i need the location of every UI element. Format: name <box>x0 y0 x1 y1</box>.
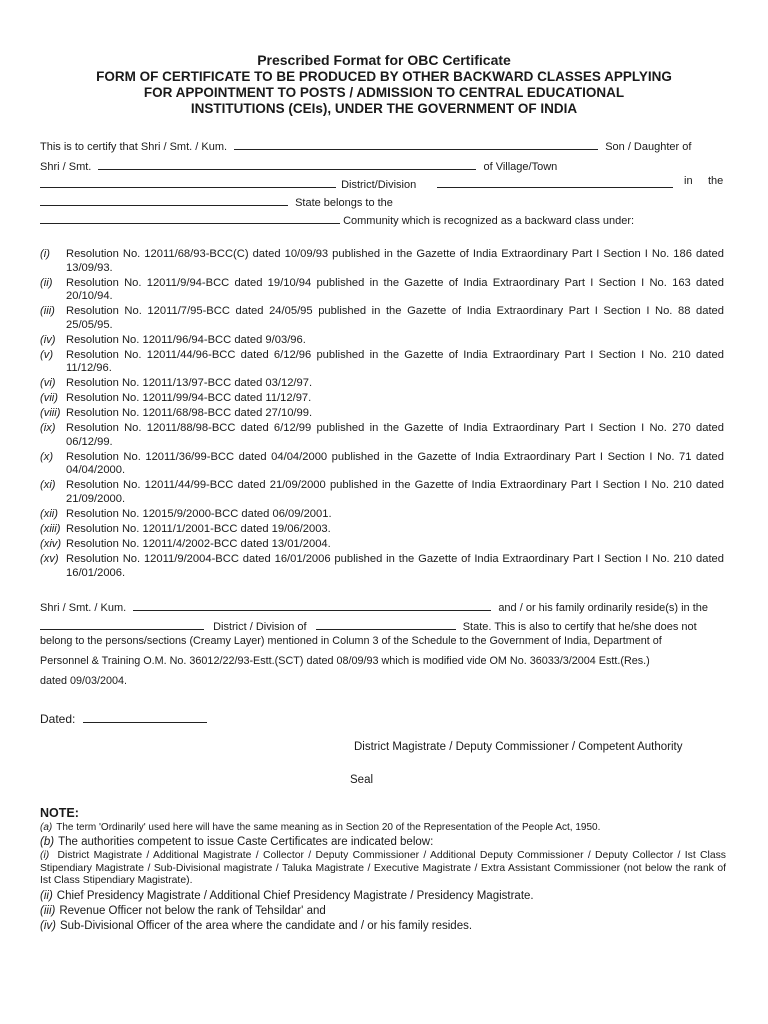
district-division-of-label: District / Division of <box>213 621 307 633</box>
community-line <box>40 212 634 228</box>
list-item <box>40 392 724 406</box>
state-certify-label: State. This is also to certify that he/she does not <box>462 621 697 633</box>
dated-line <box>40 711 207 726</box>
item-number: (x) <box>40 450 54 463</box>
note-ii-label: (ii) <box>40 889 53 902</box>
item-text: Resolution No. 12011/88/98-BCC dated 6/12/99 published in the Gazette of India Extraordinary Part I Section I No. 270 dated 06/12/99. <box>66 422 724 448</box>
note-i-text: District Magistrate / Additional Magistrate / Collector / Deputy Commissioner / Additional Deputy Commissioner / Deputy Collector / Ist Class Stipendiary Magistrate / Sub-Divisional magistrate / Taluka Magistrate / Executive Magistrate / Extra Assistant Commissioner (not below the rank of Ist Class Stipendiary Magistrate). <box>40 850 726 887</box>
note-b <box>40 835 726 849</box>
note-b-label: (b) <box>40 836 55 848</box>
district-line <box>40 176 673 192</box>
item-number: (xi) <box>40 479 56 492</box>
seal-label: Seal <box>350 774 374 786</box>
residence-line-1 <box>40 599 708 615</box>
list-item <box>40 523 724 537</box>
reside-label: and / or his family ordinarily reside(s) in the <box>498 602 709 614</box>
item-text: Resolution No. 12011/7/95-BCC dated 24/05/95 published in the Gazette of India Extraordinary Part I Section I No. 88 dated 25/05/95. <box>66 305 724 331</box>
item-number: (iii) <box>40 305 55 318</box>
list-item <box>40 349 724 376</box>
son-daughter-label: Son / Daughter of <box>605 141 692 153</box>
list-item <box>40 305 724 332</box>
title-block <box>40 52 728 117</box>
creamy-layer-line-2: Personnel & Training O.M. No. 36012/22/93-Estt.(SCT) dated 08/09/93 which is modified vide OM No. 36033/3/2004 Estt.(Res.) <box>40 655 650 667</box>
competent-authority-label: District Magistrate / Deputy Commissioner / Competent Authority <box>354 741 683 753</box>
certify-line <box>40 138 691 154</box>
item-text: Resolution No. 12011/44/96-BCC dated 6/12/96 published in the Gazette of India Extraordinary Part I Section I No. 210 dated 11/12/96. <box>66 348 724 375</box>
item-text: Resolution No. 12011/9/2004-BCC dated 16/01/2006 published in the Gazette of India Extraordinary Part I Section I No. 210 dated 16/01/2006. <box>66 552 724 579</box>
list-item <box>40 553 724 580</box>
state-line <box>40 194 393 210</box>
village-town-label: of Village/Town <box>483 161 558 173</box>
note-ii <box>40 889 726 903</box>
certify-label: This is to certify that Shri / Smt. / Kum. <box>40 141 228 153</box>
creamy-layer-paragraph <box>40 631 726 691</box>
item-text: Resolution No. 12011/36/99-BCC dated 04/04/2000 published in the Gazette of India Extraordinary Part I Section I No. 71 dated 04/04/2000. <box>66 450 724 477</box>
list-item <box>40 334 724 348</box>
list-item <box>40 407 724 421</box>
shri-smt-kum-label: Shri / Smt. / Kum. <box>40 602 127 614</box>
village-town-field[interactable] <box>40 176 336 188</box>
note-iii-text: Revenue Officer not below the rank of Tehsildar' and <box>59 904 326 917</box>
list-item <box>40 277 724 304</box>
community-field[interactable] <box>40 212 340 224</box>
item-number: (vii) <box>40 392 59 405</box>
list-item <box>40 538 724 552</box>
item-number: (v) <box>40 348 54 361</box>
item-number: (ii) <box>40 276 53 289</box>
district-division-field[interactable] <box>437 176 673 188</box>
note-i-label: (i) <box>40 850 50 861</box>
item-number: (xv) <box>40 552 59 565</box>
form-heading-line-3: INSTITUTIONS (CEIs), UNDER THE GOVERNMENT OF INDIA <box>190 101 578 116</box>
resident-name-field[interactable] <box>133 599 491 611</box>
note-iii <box>40 904 726 918</box>
item-number: (vi) <box>40 377 56 390</box>
dated-label: Dated: <box>40 712 76 726</box>
shri-smt-label: Shri / Smt. <box>40 161 92 173</box>
list-item <box>40 479 724 506</box>
in-label: in <box>684 175 693 187</box>
item-text: Resolution No. 12015/9/2000-BCC dated 06/09/2001. <box>66 507 332 520</box>
creamy-layer-line-1: belong to the persons/sections (Creamy Layer) mentioned in Column 3 of the Schedule to the Government of India, Department of <box>40 635 662 647</box>
item-text: Resolution No. 12011/68/93-BCC(C) dated 10/09/93 published in the Gazette of India Extraordinary Part I Section I No. 186 dated 13/09/93. <box>66 248 724 274</box>
candidate-name-field[interactable] <box>234 138 598 150</box>
note-a-text: The term 'Ordinarily' used here will have the same meaning as in Section 20 of the Representation of the People Act, 1950. <box>56 822 601 833</box>
date-field[interactable] <box>83 711 207 723</box>
list-item <box>40 508 724 522</box>
item-number: (xiv) <box>40 537 62 550</box>
note-iv-label: (iv) <box>40 919 56 932</box>
creamy-layer-line-3: dated 09/03/2004. <box>40 675 128 687</box>
parent-line <box>40 158 557 174</box>
notes-section <box>40 822 726 934</box>
note-a-label: (a) <box>40 822 53 833</box>
item-number: (ix) <box>40 422 56 435</box>
parent-name-field[interactable] <box>98 158 476 170</box>
list-item <box>40 451 724 478</box>
note-b-text: The authorities competent to issue Caste Certificates are indicated below: <box>58 836 434 848</box>
note-a <box>40 822 726 834</box>
community-label: Community which is recognized as a backward class under: <box>343 215 635 227</box>
list-item <box>40 377 724 391</box>
list-item <box>40 248 724 275</box>
item-text: Resolution No. 12011/4/2002-BCC dated 13/01/2004. <box>66 537 331 550</box>
the-label: the <box>708 175 724 187</box>
state-belongs-label: State belongs to the <box>295 197 393 209</box>
form-title: Prescribed Format for OBC Certificate <box>257 52 511 68</box>
item-text: Resolution No. 12011/13/97-BCC dated 03/12/97. <box>66 377 313 390</box>
residence-district-field[interactable] <box>40 618 204 630</box>
item-number: (viii) <box>40 407 61 420</box>
note-iii-label: (iii) <box>40 904 56 917</box>
form-heading-line-2: FOR APPOINTMENT TO POSTS / ADMISSION TO CENTRAL EDUCATIONAL <box>143 85 625 100</box>
item-text: Resolution No. 12011/1/2001-BCC dated 19/06/2003. <box>66 522 331 535</box>
note-iv-text: Sub-Divisional Officer of the area where the candidate and / or his family resides. <box>59 919 473 932</box>
note-iv <box>40 919 726 933</box>
item-text: Resolution No. 12011/96/94-BCC dated 9/03/96. <box>66 333 306 346</box>
item-text: Resolution No. 12011/44/99-BCC dated 21/09/2000 published in the Gazette of India Extraordinary Part I Section I No. 210 dated 21/09/2000. <box>66 479 724 505</box>
item-number: (iv) <box>40 333 56 346</box>
resolutions-list <box>40 248 724 582</box>
item-number: (xii) <box>40 507 59 520</box>
residence-state-field[interactable] <box>316 618 456 630</box>
note-heading: NOTE: <box>40 806 79 820</box>
item-number: (i) <box>40 248 50 260</box>
note-i <box>40 850 726 888</box>
item-text: Resolution No. 12011/99/94-BCC dated 11/12/97. <box>66 392 312 405</box>
list-item <box>40 422 724 449</box>
district-division-label: District/Division <box>341 179 417 191</box>
item-text: Resolution No. 12011/9/94-BCC dated 19/10/94 published in the Gazette of India Extraordinary Part I Section I No. 163 dated 20/10/94. <box>66 276 724 303</box>
item-text: Resolution No. 12011/68/98-BCC dated 27/10/99. <box>66 407 313 420</box>
note-ii-text: Chief Presidency Magistrate / Additional Chief Presidency Magistrate / Presidency Magistrate. <box>56 889 534 902</box>
form-heading-line-1: FORM OF CERTIFICATE TO BE PRODUCED BY OTHER BACKWARD CLASSES APPLYING <box>96 69 672 84</box>
item-number: (xiii) <box>40 522 61 535</box>
state-field[interactable] <box>40 194 288 206</box>
